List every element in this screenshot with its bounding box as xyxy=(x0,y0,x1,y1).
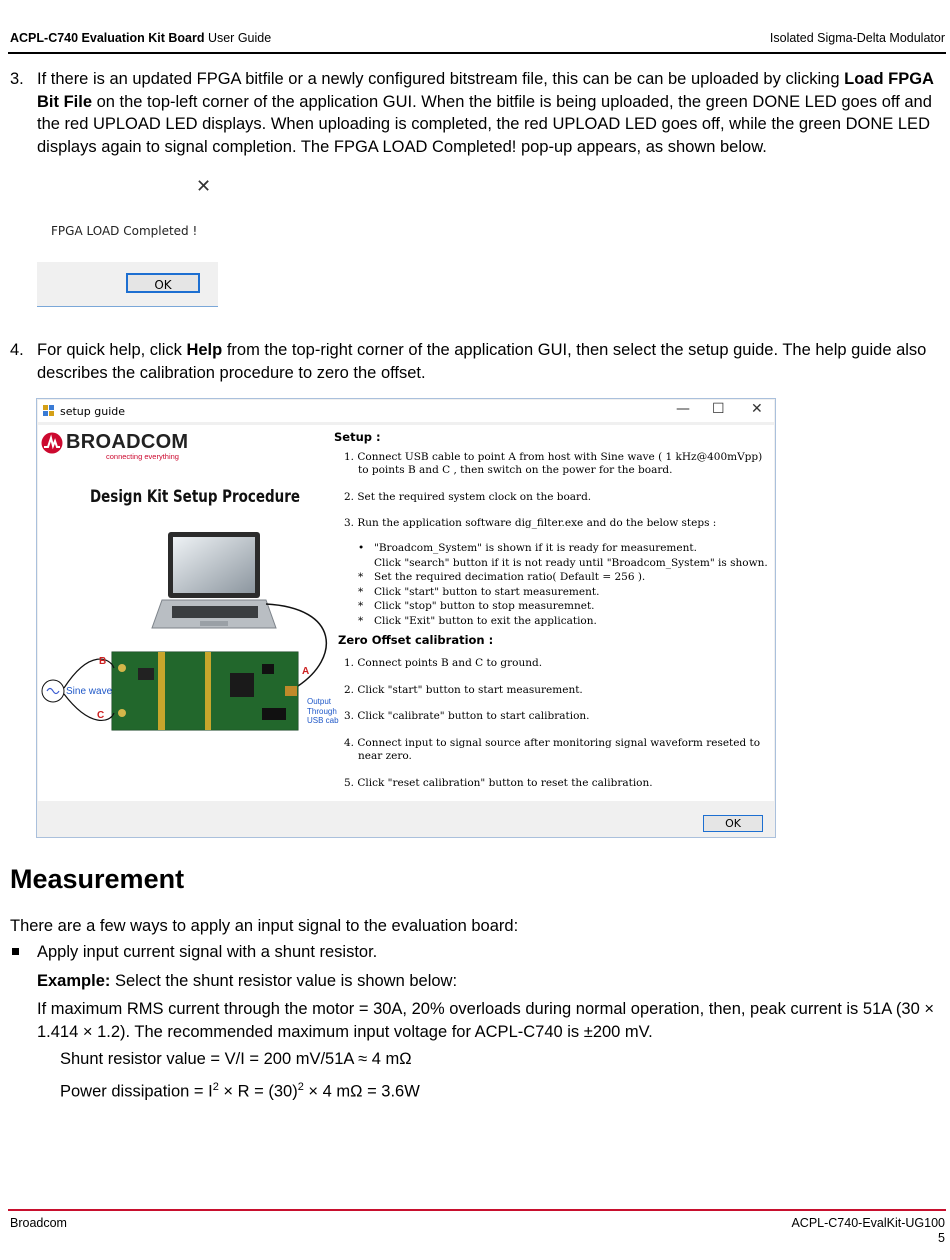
setup-step: 2. Set the required system clock on the board. xyxy=(344,491,592,503)
popup-close-icon[interactable]: ✕ xyxy=(196,176,212,196)
sub-step: Set the required decimation ratio( Default = 256 ). xyxy=(374,571,646,583)
step4-paragraph: For quick help, click Help from the top-right corner of the application GUI, then select the setup guide. The help guide also describes the calibration procedure to zero the offset. xyxy=(37,341,927,382)
setup-illustration xyxy=(40,528,340,748)
close-icon[interactable]: ✕ xyxy=(751,401,763,417)
maximize-icon[interactable]: ☐ xyxy=(712,401,725,417)
step-number: 4. xyxy=(10,341,24,359)
zero-step: 1. Connect points B and C to ground. xyxy=(344,657,543,669)
zero-step: 4. Connect input to signal source after monitoring signal waveform reseted to xyxy=(344,737,761,749)
point-c-label: C xyxy=(97,710,105,721)
sub-step: Click "stop" button to stop measuremnet. xyxy=(374,600,595,612)
zero-step: near zero. xyxy=(358,750,412,762)
brand-name: BROADCOM xyxy=(66,431,189,453)
measurement-intro: There are a few ways to apply an input signal to the evaluation board: xyxy=(10,917,519,935)
shunt-formula: Shunt resistor value = V/I = 200 mV/51A ≈ 4 mΩ xyxy=(60,1050,412,1068)
bullet-icon xyxy=(12,948,19,955)
point-a-label: A xyxy=(302,666,310,677)
point-b-label: B xyxy=(99,656,107,667)
setup-heading: Setup : xyxy=(334,430,381,444)
zero-step: 5. Click "reset calibration" button to reset the calibration. xyxy=(344,777,653,789)
output-label: Output Through USB cab xyxy=(307,697,339,725)
kit-title: Design Kit Setup Procedure xyxy=(90,487,301,507)
sub-step: Click "Exit" button to exit the application. xyxy=(374,614,597,627)
footer-doc-id: ACPL-C740-EvalKit-UG100 xyxy=(791,1216,945,1230)
window-title: setup guide xyxy=(60,405,126,418)
section-heading: Measurement xyxy=(10,864,185,894)
popup-message: FPGA LOAD Completed ! xyxy=(51,224,198,238)
sub-step: "Broadcom_System" is shown if it is ready for measurement. xyxy=(374,542,697,554)
zero-step: 2. Click "start" button to start measurement. xyxy=(344,684,583,696)
power-formula: Power dissipation = $I^2 \times R = (30)^2 \times 4$ mΩ = 3.6W xyxy=(60,1081,420,1101)
footer-divider xyxy=(8,1209,946,1211)
step-number: 3. xyxy=(10,70,24,88)
sine-wave-label: Sine wave xyxy=(66,686,113,697)
broadcom-logo-icon xyxy=(41,432,63,459)
sub-step: Click "search" button if it is not ready until "Broadcom_System" is shown. xyxy=(374,556,768,569)
footer-company: Broadcom xyxy=(10,1216,67,1230)
page-number: 5 xyxy=(938,1231,945,1245)
example-paragraph: If maximum RMS current through the motor = 30A, 20% overloads during normal operation, then, peak current is 51A (30 × 1.414 × 1.2). The recommended maximum input voltage for ACPL-C740 is ±200 mV. xyxy=(37,1000,934,1041)
popup-ok-button[interactable]: OK xyxy=(126,273,200,293)
setup-step: 3. Run the application software dig_filter.exe and do the below steps : xyxy=(344,517,717,529)
sub-step: Click "start" button to start measurement. xyxy=(374,585,600,598)
setup-step: 1. Connect USB cable to point A from host with Sine wave ( 1 kHz@400mVpp) xyxy=(344,451,763,463)
minimize-icon[interactable]: — xyxy=(676,401,690,417)
example-line: Example: Select the shunt resistor value is shown below: xyxy=(37,972,458,990)
header-title: ACPL-C740 Evaluation Kit Board User Guide xyxy=(10,31,272,45)
zero-step: 3. Click "calibrate" button to start calibration. xyxy=(344,710,590,722)
step3-paragraph: If there is an updated FPGA bitfile or a newly configured bitstream file, this can be can be uploaded by clicking Load FPGA Bit File on the top-left corner of the application GUI. When the bitfile is being uploaded, the green DONE LED goes off and the red UPLOAD LED displays. When uploading is completed, the red UPLOAD LED goes off, while the green DONE LED displays again to signal completion. The FPGA LOAD Completed! pop-up appears, as shown below. xyxy=(37,70,934,156)
header-subtitle: Isolated Sigma-Delta Modulator xyxy=(769,31,945,45)
zero-offset-heading: Zero Offset calibration : xyxy=(338,633,494,647)
window-titlebar[interactable] xyxy=(38,400,774,422)
app-icon xyxy=(43,404,55,416)
setup-ok-button[interactable]: OK xyxy=(703,815,763,832)
brand-tagline: connecting everything xyxy=(106,452,179,461)
header-divider xyxy=(8,52,946,54)
bullet-text: Apply input current signal with a shunt resistor. xyxy=(37,943,378,961)
sub-steps-list: • "Broadcom_System" is shown if it is ready for measurement. Click "search" button if it is not ready until "Broadcom_System" is shown. * Set the required decimation ratio( Default = 256 ). * Click "start" button to start measurement. * Click "stop" button to stop measuremnet. * Click "Exit" button to exit the application. xyxy=(358,542,768,627)
setup-step: to points B and C , then switch on the power for the board. xyxy=(358,464,673,476)
